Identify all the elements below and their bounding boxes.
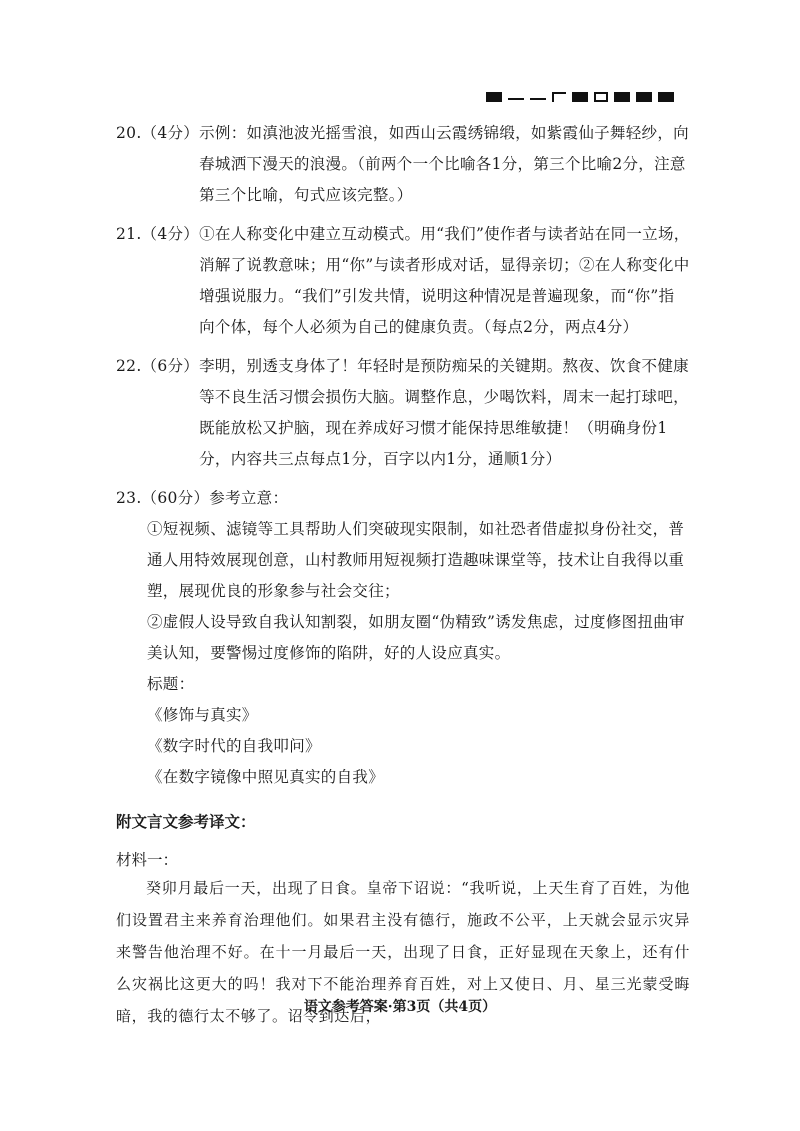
q23-title-3: 《在数字镜像中照见真实的自我》 — [147, 768, 385, 786]
translation-text: 癸卯月最后一天，出现了日食。皇帝下诏说：“我听说，上天生育了百姓，为他们设置君主来养育治理他们。如果君主没有德行，施政不公平，上天就会显示灾异来警告他治理不好。在十一月最后一天，出现了日食，正好显现在天象上，还有什么灾祸比这更大的吗！我对下不能治理养育百姓，对上又使日、月、星三光蒙受晦暗，我的德行太不够了。诏令到达后， — [116, 879, 690, 1025]
q23-point-2: ②虚假人设导致自我认知割裂，如朋友圈“伪精致”诱发焦虑，过度修图扭曲审美认知，要警惕过度修饰的陷阱，好的人设应真实。 — [147, 613, 685, 662]
header-mark — [486, 92, 502, 102]
question-number: 21.（4分） — [116, 225, 200, 243]
q23-point-1: ①短视频、滤镜等工具帮助人们突破现实限制，如社恐者借虚拟身份社交，普通人用特效展现创意，山村教师用短视频打造趣味课堂等，技术让自我得以重塑，展现优良的形象参与社会交往； — [147, 520, 685, 600]
header-mark — [508, 98, 524, 100]
header-code-marks — [486, 92, 674, 102]
question-22 — [116, 351, 690, 475]
header-mark — [552, 92, 566, 102]
question-number: 23.（60分） — [116, 489, 210, 507]
header-mark — [614, 92, 630, 102]
q23-title-2: 《数字时代的自我叩问》 — [147, 737, 321, 755]
question-answer: 示例：如滇池波光摇雪浪，如西山云霞绣锦缎，如紫霞仙子舞轻纱，向春城洒下漫天的浪漫。（前两个一个比喻各1分，第三个比喻2分，注意第三个比喻，句式应该完整。） — [199, 124, 689, 204]
question-20 — [116, 118, 690, 211]
page-footer: 语文参考答案·第3页（共4页） — [303, 999, 497, 1015]
header-mark — [530, 98, 546, 100]
appendix-title: 附文言文参考译文： — [116, 813, 256, 831]
question-21 — [116, 219, 690, 343]
question-number: 20.（4分） — [116, 124, 200, 142]
question-answer: 参考立意： — [209, 489, 289, 507]
header-mark — [658, 92, 674, 102]
header-mark — [594, 92, 608, 102]
q23-titles-label: 标题： — [147, 675, 195, 693]
question-answer: 李明，别透支身体了！年轻时是预防痴呆的关键期。熬夜、饮食不健康等不良生活习惯会损伤大脑。调整作息，少喝饮料，周末一起打球吧，既能放松又护脑，现在养成好习惯才能保持思维敏捷！（明确身份1分，内容共三点每点1分，百字以内1分，通顺1分） — [199, 357, 689, 468]
header-mark — [572, 92, 588, 102]
material-label: 材料一： — [116, 851, 179, 869]
question-23 — [116, 483, 690, 514]
question-number: 22.（6分） — [116, 357, 200, 375]
answers-section — [116, 118, 690, 793]
question-answer: ①在人称变化中建立互动模式。用“我们”使作者与读者站在同一立场，消解了说教意味；用“你”与读者形成对话，显得亲切；②在人称变化中增强说服力。“我们”引发共情，说明这种情况是普遍现象，而“你”指向个体，每个人必须为自己的健康负责。（每点2分，两点4分） — [199, 225, 690, 336]
header-mark — [636, 92, 652, 102]
q23-title-1: 《修饰与真实》 — [147, 706, 258, 724]
